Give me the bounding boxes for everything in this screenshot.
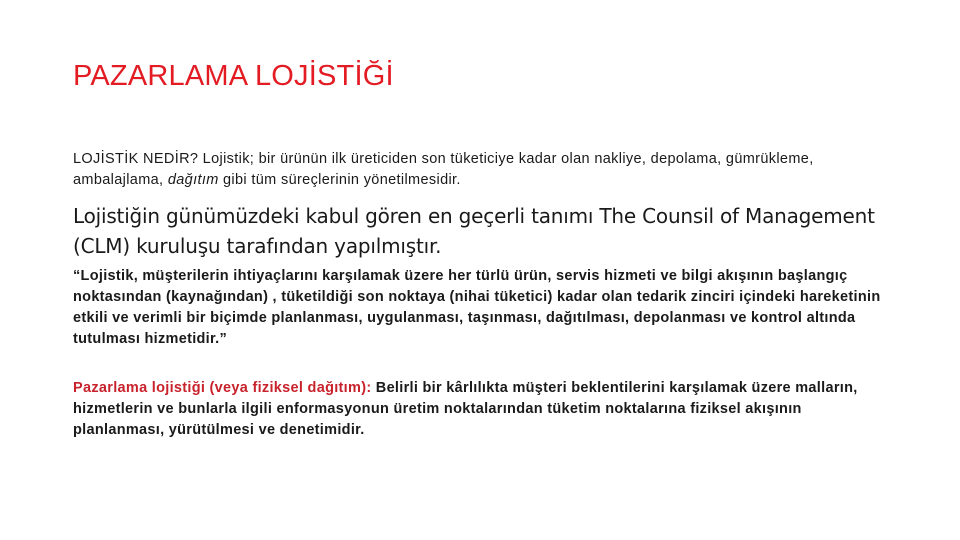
marketing-logistics-definition [73, 378, 893, 441]
logistics-definition [73, 149, 883, 191]
slide-title: PAZARLAMA LOJİSTİĞİ [73, 60, 394, 92]
clm-quote: “Lojistik, müşterilerin ihtiyaçlarını karşılamak üzere her türlü ürün, servis hizmeti ve bilgi akışının başlangıç noktasından (kaynağından) , tüketildiği son noktaya (nihai tüketici) kadar olan tedarik zinciri içindeki hareketinin etkili ve verimli bir biçimde planlanması, uygulanması, taşınması, dağıtılması, depolanması ve kontrol altında tutulması hizmetidir.” [73, 268, 881, 347]
clm-sentence: Lojistiğin günümüzdeki kabul gören en geçerli tanımı The Counsil of Management (CLM) kuruluşu tarafından yapılmıştır. [73, 204, 875, 258]
definition-emphasis: dağıtım [167, 172, 219, 188]
definition-text-part1: LOJİSTİK NEDİR? Lojistik; bir ürünün ilk üreticiden son tüketiciye kadar olan nakliye, depolama, gümrükleme, ambalajlama, [73, 151, 814, 188]
definition-text-part2: gibi tüm süreçlerinin yönetilmesidir. [218, 172, 461, 188]
marketing-logistics-term: Pazarlama lojistiği (veya fiziksel dağıtım): [73, 380, 372, 396]
marketing-logistics-text: Belirli bir kârlılıkta müşteri beklentilerini karşılamak üzere malların, hizmetlerin ve bunlarla ilgili enformasyonun üretim noktalarından tüketim noktalarına fiziksel akışının planlanması, yürütülmesi ve denetimidir. [73, 380, 858, 438]
